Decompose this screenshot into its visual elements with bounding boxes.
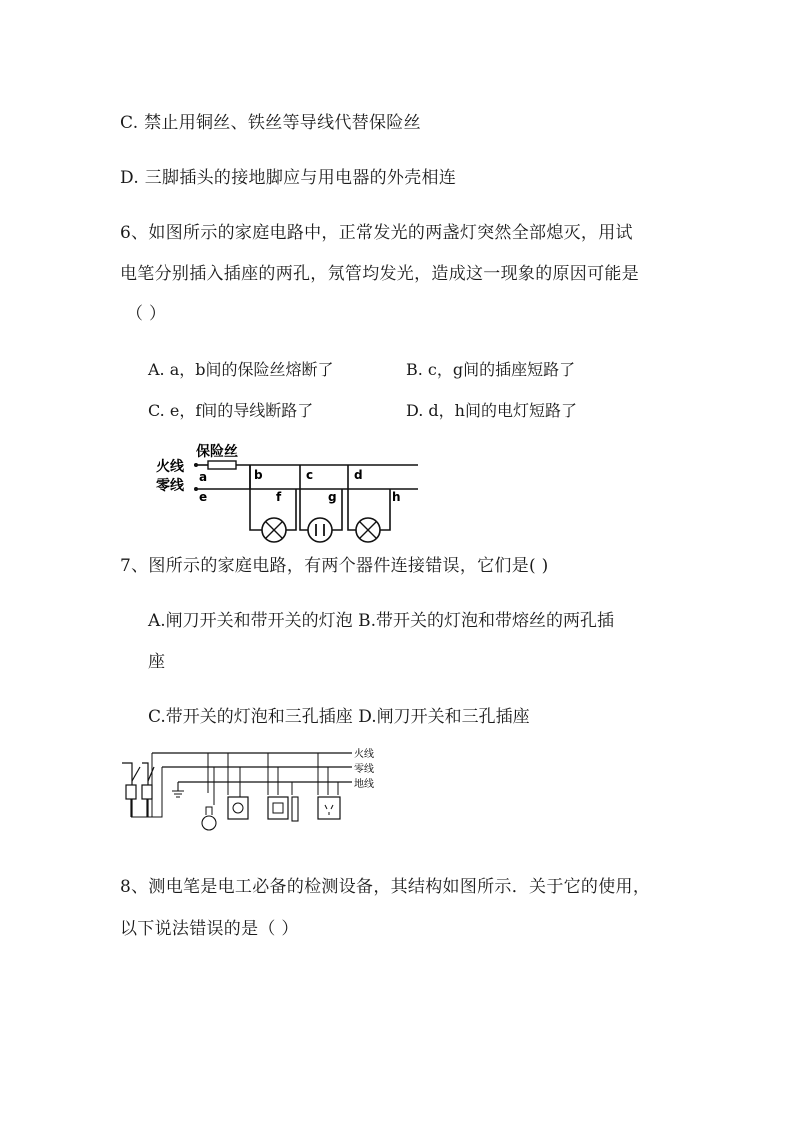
live-wire-label: 火线 — [156, 459, 184, 475]
option-d-prev: D. 三脚插头的接地脚应与用电器的外壳相连 — [120, 168, 457, 188]
q7-neutral-label: 零线 — [354, 764, 374, 775]
q7-option-b-cont: 座 — [148, 652, 165, 672]
fuse-label: 保险丝 — [196, 444, 238, 460]
q7-live-label: 火线 — [354, 749, 374, 760]
point-d: d — [354, 468, 363, 482]
q6-text-line1: 6、如图所示的家庭电路中，正常发光的两盏灯突然全部熄灭，用试 — [120, 223, 633, 243]
q7-circuit-diagram — [118, 745, 388, 840]
q7-option-ab: A.闸刀开关和带开关的灯泡 B.带开关的灯泡和带熔丝的两孔插 — [148, 611, 614, 631]
q8-text-line1: 8、测电笔是电工必备的检测设备，其结构如图所示．关于它的使用， — [120, 877, 651, 897]
q7-option-cd: C.带开关的灯泡和三孔插座 D.闸刀开关和三孔插座 — [148, 707, 530, 727]
q6-option-d: D. d，h间的电灯短路了 — [406, 401, 577, 420]
q6-option-b: B. c，g间的插座短路了 — [406, 360, 576, 379]
knife-switch-fuse-1 — [126, 785, 136, 799]
q6-answer-blank: （ ） — [126, 304, 167, 324]
socket-with-fuse-icon — [268, 797, 288, 819]
knife-switch-fuse-2 — [142, 785, 152, 799]
fuse-icon — [292, 797, 298, 821]
point-b: b — [254, 468, 263, 482]
two-hole-socket-icon — [228, 797, 248, 819]
socket-icon — [308, 518, 332, 542]
three-hole-socket-icon — [318, 797, 340, 819]
point-a: a — [199, 470, 208, 484]
neutral-wire-label: 零线 — [156, 478, 184, 494]
q6-option-a: A. a，b间的保险丝熔断了 — [148, 360, 334, 379]
q7-text-line1: 7、图所示的家庭电路，有两个器件连接错误，它们是( ) — [120, 556, 549, 576]
point-h: h — [392, 490, 401, 504]
point-e: e — [199, 490, 208, 504]
ground-symbol — [172, 782, 184, 797]
q8-text-line2: 以下说法错误的是（ ） — [120, 919, 299, 939]
q6-text-line2: 电笔分别插入插座的两孔，氖管均发光，造成这一现象的原因可能是 — [120, 264, 639, 284]
bulb-icon — [202, 816, 216, 830]
option-c-prev: C. 禁止用铜丝、铁丝等导线代替保险丝 — [120, 113, 421, 133]
fuse-symbol — [208, 461, 236, 469]
q6-option-c: C. e，f间的导线断路了 — [148, 401, 314, 420]
point-c: c — [306, 468, 314, 482]
q7-ground-label: 地线 — [354, 779, 374, 790]
q6-circuit-diagram — [150, 440, 430, 545]
point-g: g — [328, 490, 337, 504]
point-f: f — [276, 490, 282, 504]
